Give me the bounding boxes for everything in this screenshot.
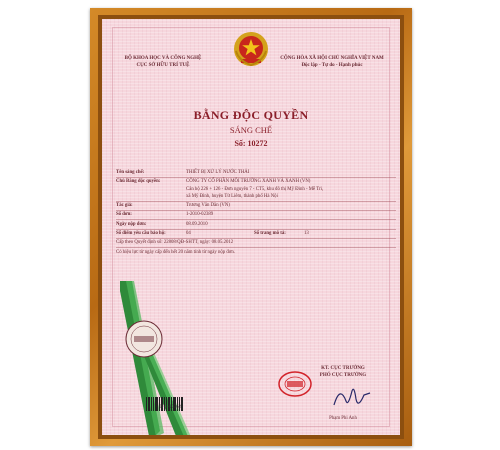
pages-value: 13 [304, 231, 309, 237]
field-filing-date [116, 221, 396, 228]
certificate-subtitle: SÁNG CHẾ [229, 125, 273, 135]
field-application-number [116, 211, 396, 218]
state-name: CỘNG HÒA XÃ HỘI CHỦ NGHĨA VIỆT NAM [280, 56, 384, 61]
field-label: Chủ Bằng độc quyền: [116, 179, 161, 185]
field-author [116, 202, 396, 209]
validity-text: Có hiệu lực từ ngày cấp đến hết 20 năm tính từ ngày nộp đơn. [116, 249, 235, 255]
field-value: 08.09.2010 [186, 221, 208, 227]
state-header [278, 55, 386, 69]
ministry-name: BỘ KHOA HỌC VÀ CÔNG NGHỆ [124, 56, 202, 61]
claims-label: Số điểm yêu cầu bảo hộ: [116, 231, 166, 237]
field-value: Trương Văn Dân (VN) [186, 203, 230, 209]
certificate-title: BẰNG ĐỘC QUYỀN [193, 108, 309, 122]
owner-address-line1: Căn hộ 226 + 126 - Đơn nguyên 7 - CT5, khu đô thị Mỹ Đình - Mễ Trì, [186, 186, 324, 192]
decision-text: Cấp theo Quyết định số: 22808/QĐ-SHTT, ngày: 08.05.2012 [116, 240, 234, 246]
field-value: THIẾT BỊ XỬ LÝ NƯỚC THẢI [186, 170, 250, 175]
signatory-line2: PHÓ CỤC TRƯỞNG [319, 373, 367, 378]
certificate-frame [90, 8, 412, 446]
pages-label: Số trang mô tả: [254, 231, 286, 237]
field-value: 1-2010-02389 [186, 212, 214, 218]
certificate-fields [116, 169, 396, 256]
field-invention [116, 169, 396, 176]
field-label: Ngày nộp đơn: [116, 221, 147, 227]
national-emblem-icon [233, 31, 269, 67]
field-label: Tên sáng chế: [116, 170, 145, 175]
state-motto: Độc lập - Tự do - Hạnh phúc [301, 63, 363, 68]
patent-certificate [102, 19, 400, 435]
handwritten-signature-icon [330, 383, 372, 411]
field-claims-pages [116, 230, 396, 237]
owner-name: CÔNG TY CỔ PHẦN MÔI TRƯỜNG XANH VÀ XANH (VN) [186, 179, 311, 185]
field-owner [116, 178, 396, 200]
field-value [186, 178, 396, 200]
signer-name: Phạm Phi Anh [329, 416, 357, 421]
field-label: Số đơn: [116, 212, 132, 218]
serial-number: N-1-00362 [160, 405, 182, 410]
issuer-header [118, 55, 208, 69]
office-name: CỤC SỞ HỮU TRÍ TUỆ [136, 63, 190, 68]
field-label: Tác giả: [116, 203, 133, 209]
red-stamp-icon [278, 371, 312, 397]
ribbon-seal-icon [120, 281, 210, 435]
owner-address-line2: xã Mỹ Đình, huyện Từ Liêm, thành phố Hà Nội [186, 193, 278, 199]
signatory-line1: KT. CỤC TRƯỞNG [321, 366, 365, 371]
certificate-number: Số: 10272 [234, 139, 268, 148]
claims-value: 04 [186, 231, 191, 237]
